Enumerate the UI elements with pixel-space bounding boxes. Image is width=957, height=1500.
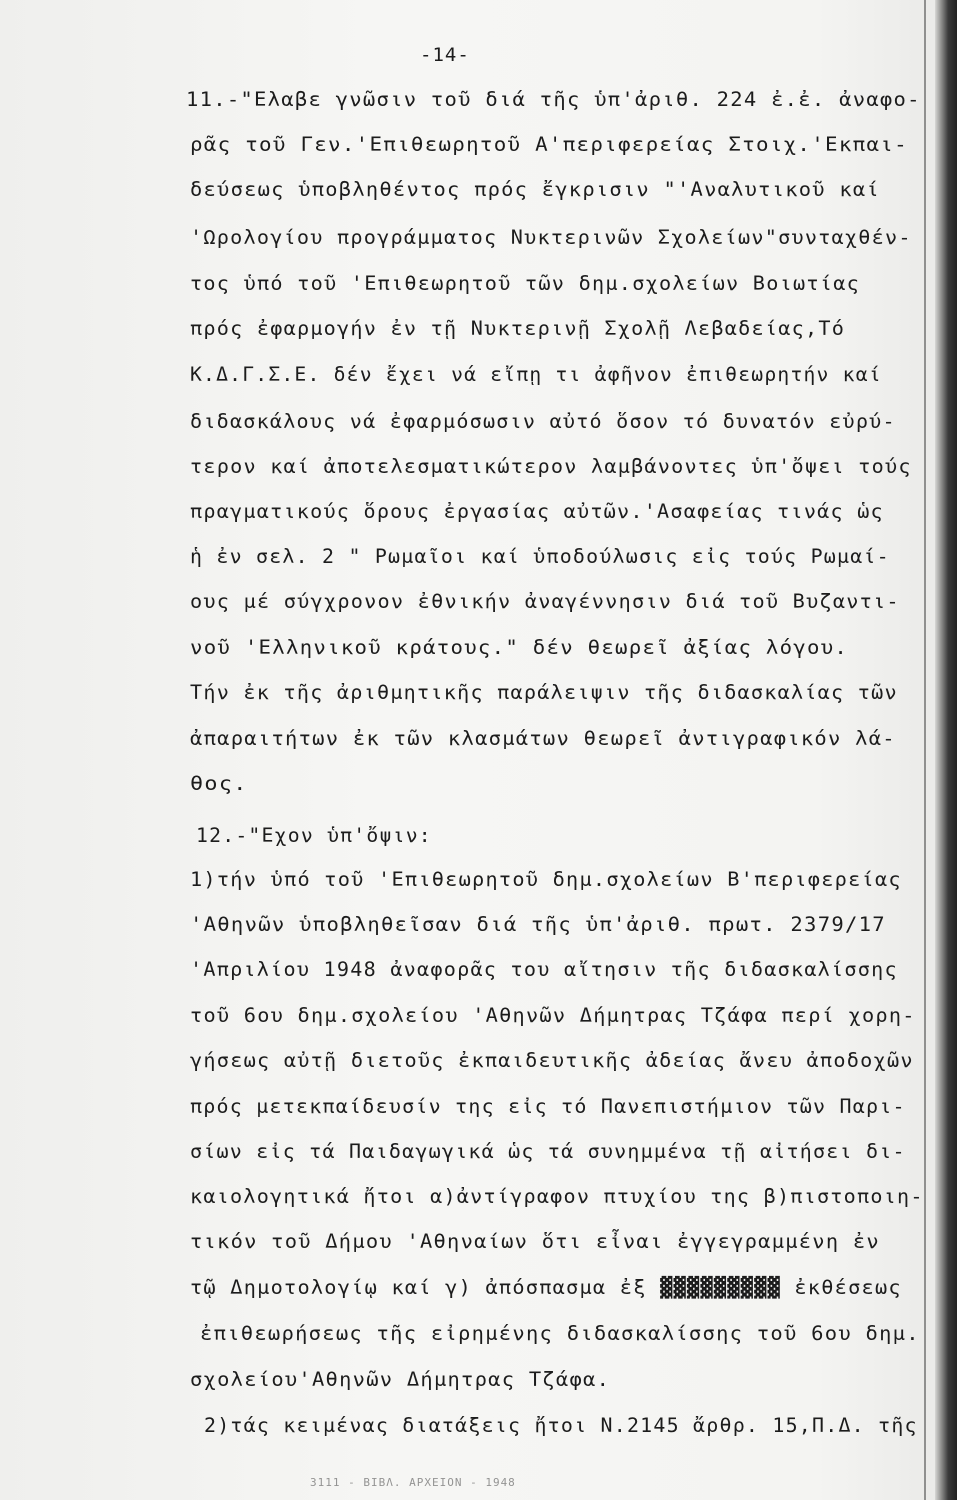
text-line: σίων εἰς τά Παιδαγωγικά ὡς τά συνημμένα τῇ αἰτήσει δι- [190,1140,906,1163]
text-line: ἡ ἐν σελ. 2 " Ρωμαῖοι καί ὑποδούλωσις εἰς τούς Ρωμαί- [190,545,890,568]
text-line: τικόν τοῦ Δήμου 'Αθηναίων ὅτι εἶναι ἐγγεγραμμένη ἐν [190,1230,880,1253]
page-number: -14- [420,44,470,66]
text-line: 'Αθηνῶν ὑποβληθεῖσαν διά τῆς ὑπ'ἀριθ. πρωτ. 2379/17 [190,913,886,936]
text-line: καιολογητικά ἤτοι α)ἀντίγραφον πτυχίου της β)πιστοποιη- [190,1185,924,1208]
text-line: τοῦ 6ου δημ.σχολείου 'Αθηνῶν Δήμητρας Τζάφα περί χορη- [190,1004,916,1027]
text-line: νοῦ 'Ελληνικοῦ κράτους." δέν θεωρεῖ ἀξίας λόγου. [190,636,849,659]
scan-edge-shadow [935,0,957,1500]
text-line: 2)τάς κειμένας διατάξεις ἤτοι Ν.2145 ἄρθρ. 15,Π.Δ. τῆς [204,1414,918,1437]
footer-stamp: 3111 - ΒΙΒΛ. ΑΡΧΕΙΟΝ - 1948 [310,1476,516,1489]
text-line: ἐπιθεωρήσεως τῆς εἰρημένης διδασκαλίσσης τοῦ 6ου δημ. [200,1322,920,1345]
text-line: διδασκάλους νά ἐφαρμόσωσιν αὐτό ὅσον τό δυνατόν εὐρύ- [190,410,896,433]
text-line: γήσεως αὐτῇ διετοῦς ἐκπαιδευτικῆς ἀδείας ἄνευ ἀποδοχῶν [190,1049,914,1072]
text-line: 11.-"Ελαβε γνῶσιν τοῦ διά τῆς ὑπ'ἀριθ. 224 ἐ.ἐ. ἀναφο- [186,88,921,111]
text-line: τῷ Δημοτολογίῳ καί γ) ἀπόσπασμα ἐξ ▓▓▓▓▓▓▓▓▓ ἐκθέσεως [190,1276,902,1299]
text-line: τερον καί ἀποτελεσματικώτερον λαμβάνοντες ὑπ'ὄψει τούς [190,455,912,478]
text-line: 'Ωρολογίου προγράμματος Νυκτερινῶν Σχολείων"συνταχθέν- [190,226,912,249]
text-line: Κ.Δ.Γ.Σ.Ε. δέν ἔχει νά εἴπῃ τι ἀφῆνον ἐπιθεωρητήν καί [190,363,882,386]
text-line: πραγματικούς ὅρους ἐργασίας αὐτῶν.'Ασαφείας τινάς ὡς [190,500,884,523]
text-line: 'Απριλίου 1948 ἀναφορᾶς του αἴτησιν τῆς διδασκαλίσσης [190,958,898,981]
text-line: ους μέ σύγχρονον ἐθνικήν ἀναγέννησιν διά τοῦ Βυζαντι- [190,590,900,613]
text-line: δεύσεως ὑποβληθέντος πρός ἔγκρισιν "'Αναλυτικοῦ καί [190,178,880,201]
text-line: σχολείου'Αθηνῶν Δήμητρας Τζάφα. [190,1368,611,1391]
scan-edge-line [924,0,926,1500]
text-line: 1)τήν ὑπό τοῦ 'Επιθεωρητοῦ δημ.σχολείων Β'περιφερείας [190,868,902,891]
text-line: ρᾶς τοῦ Γεν.'Επιθεωρητοῦ Α'περιφερείας Στοιχ.'Εκπαι- [190,133,908,156]
text-line: τος ὑπό τοῦ 'Επιθεωρητοῦ τῶν δημ.σχολείων Βοιωτίας [190,272,860,295]
section-heading: 12.-"Εχον ὑπ'ὄψιν: [196,824,432,847]
text-line: πρός μετεκπαίδευσίν της εἰς τό Πανεπιστήμιον τῶν Παρι- [190,1095,906,1118]
text-line: πρός ἐφαρμογήν ἐν τῇ Νυκτερινῇ Σχολῇ Λεβαδείας,Τό [190,317,846,340]
text-line: Τήν ἐκ τῆς ἀριθμητικῆς παράλειψιν τῆς διδασκαλίας τῶν [190,681,898,704]
text-line: ἀπαραιτήτων ἐκ τῶν κλασμάτων θεωρεῖ ἀντιγραφικόν λά- [190,727,896,750]
text-line: θος. [190,772,248,795]
